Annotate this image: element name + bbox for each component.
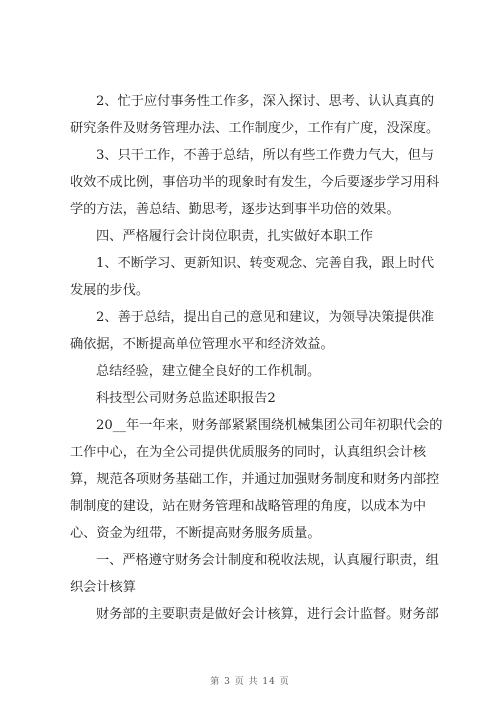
text-line: 织会计核算 [70,580,136,595]
text-line: 学的方法，善总结、勤思考，逐步达到事半功倍的效果。 [70,202,400,217]
document-body [70,88,446,628]
section-heading: 一、严格遵守财务会计制度和税收法规，认真履行职责，组 [96,553,439,568]
text-line: 2、善于总结，提出自己的意见和建议，为领导决策提供准 [96,310,435,325]
report-title: 科技型公司财务总监述职报告2 [96,391,276,406]
text-line: 20__年一年来，财务部紧紧围绕机械集团公司年初职代会的 [96,418,443,433]
text-line: 收效不成比例，事倍功半的现象时有发生，今后要逐步学习用科 [70,175,440,190]
text-line: 研究条件及财务管理办法、工作制度少，工作有广度，没深度。 [70,121,440,136]
text-line: 心、资金为纽带，不断提高财务服务质量。 [70,526,321,541]
text-line: 工作中心，在为全公司提供优质服务的同时，认真组织会计核 [70,445,427,460]
text-line: 3、只干工作，不善于总结，所以有些工作费力气大，但与 [96,148,435,163]
page-number-footer: 第 3 页 共 14 页 [210,677,290,687]
text-line: 确依据，不断提高单位管理水平和经济效益。 [70,337,334,352]
text-line: 1、不断学习、更新知识、转变观念、完善自我，跟上时代 [96,256,435,271]
section-heading: 四、严格履行会计岗位职责，扎实做好本职工作 [96,229,373,244]
text-line: 算，规范各项财务基础工作，并通过加强财务制度和财务内部控 [70,472,440,487]
text-line: 制制度的建设，站在财务管理和战略管理的角度，以成本为中 [70,499,427,514]
text-line: 总结经验，建立健全良好的工作机制。 [96,364,321,379]
paragraph-text [70,88,446,628]
text-line: 2、忙于应付事务性工作多，深入探讨、思考、认认真真的 [96,94,435,109]
text-line: 财务部的主要职责是做好会计核算，进行会计监督。财务部 [96,607,439,622]
text-line: 发展的步伐。 [70,283,150,298]
